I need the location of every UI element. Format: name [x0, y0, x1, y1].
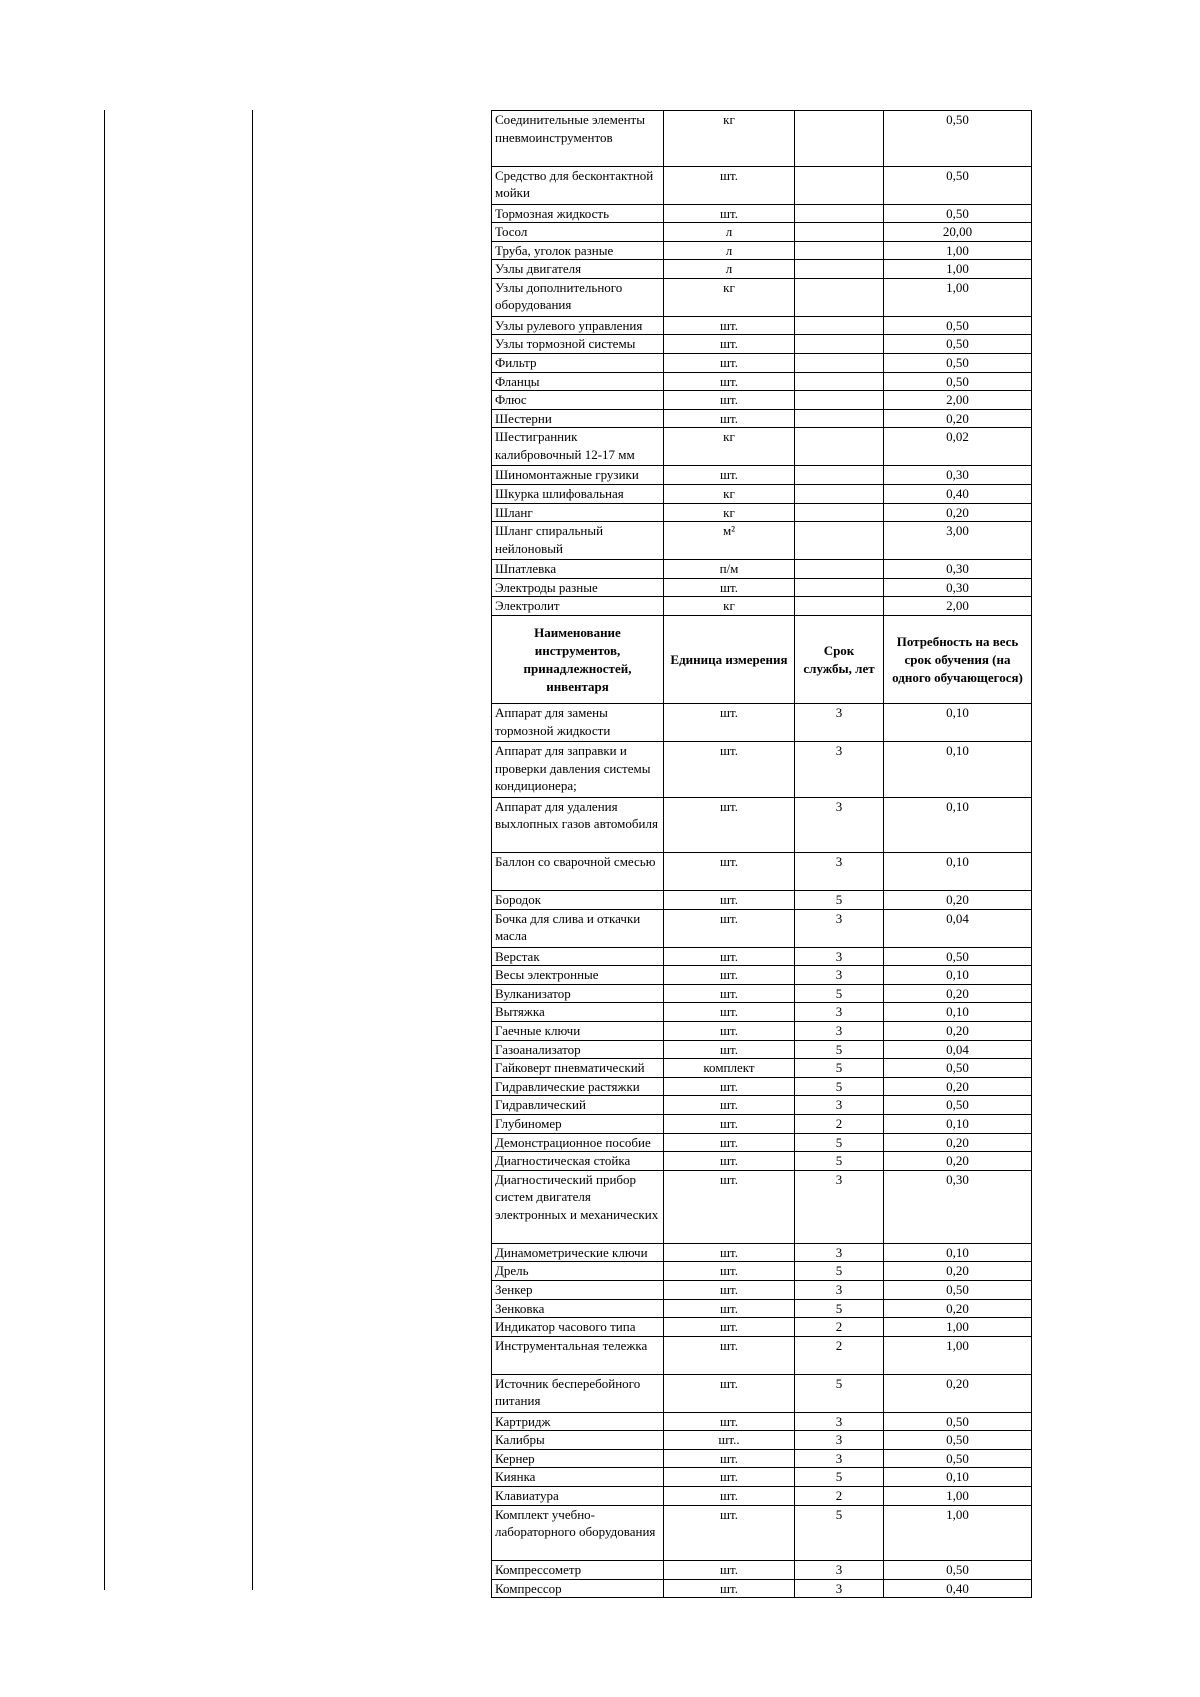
cell-name: Гидравлический — [492, 1096, 664, 1115]
table-row — [492, 1096, 1032, 1115]
cell-unit: шт. — [664, 354, 795, 373]
cell-unit: м² — [664, 522, 795, 560]
cell-need: 0,50 — [884, 111, 1032, 167]
table-row — [492, 316, 1032, 335]
cell-unit: шт. — [664, 1280, 795, 1299]
cell-need: 0,50 — [884, 166, 1032, 204]
table-row — [492, 1077, 1032, 1096]
cell-need: 0,50 — [884, 1431, 1032, 1450]
table-row — [492, 1114, 1032, 1133]
cell-name: Весы электронные — [492, 966, 664, 985]
table-row — [492, 1449, 1032, 1468]
cell-term: 2 — [795, 1487, 884, 1506]
cell-need: 1,00 — [884, 241, 1032, 260]
table-row — [492, 1152, 1032, 1171]
cell-unit: шт. — [664, 409, 795, 428]
cell-unit: шт. — [664, 204, 795, 223]
cell-term: 3 — [795, 1003, 884, 1022]
cell-need: 0,40 — [884, 485, 1032, 504]
cell-name: Гайковерт пневматический — [492, 1059, 664, 1078]
cell-unit: шт. — [664, 1412, 795, 1431]
cell-term: 5 — [795, 1374, 884, 1412]
cell-need: 0,10 — [884, 742, 1032, 798]
table-row — [492, 204, 1032, 223]
table-row — [492, 166, 1032, 204]
cell-term: 5 — [795, 1505, 884, 1561]
cell-need: 0,04 — [884, 1040, 1032, 1059]
cell-unit: кг — [664, 503, 795, 522]
cell-need: 0,10 — [884, 1243, 1032, 1262]
cell-need: 0,20 — [884, 1299, 1032, 1318]
cell-name: Дрель — [492, 1262, 664, 1281]
cell-name: Труба, уголок разные — [492, 241, 664, 260]
cell-need: 0,20 — [884, 1262, 1032, 1281]
cell-name: Диагностический прибор систем двигателя электронных и механических — [492, 1170, 664, 1243]
cell-name: Верстак — [492, 947, 664, 966]
cell-term: 5 — [795, 1133, 884, 1152]
cell-name: Глубиномер — [492, 1114, 664, 1133]
cell-term — [795, 241, 884, 260]
cell-name: Фильтр — [492, 354, 664, 373]
cell-unit: кг — [664, 278, 795, 316]
cell-unit: шт. — [664, 1505, 795, 1561]
cell-unit: шт. — [664, 372, 795, 391]
cell-need: 0,10 — [884, 1114, 1032, 1133]
table-row — [492, 354, 1032, 373]
cell-term: 3 — [795, 1579, 884, 1598]
cell-term: 5 — [795, 1152, 884, 1171]
header-need: Потребность на весь срок обучения (на одного обучающегося) — [884, 616, 1032, 704]
cell-name: Зенковка — [492, 1299, 664, 1318]
cell-need: 0,02 — [884, 428, 1032, 466]
cell-unit: шт. — [664, 1318, 795, 1337]
materials-section — [492, 111, 1032, 616]
cell-unit: шт. — [664, 947, 795, 966]
cell-term — [795, 354, 884, 373]
table-row — [492, 1133, 1032, 1152]
cell-need: 0,50 — [884, 1561, 1032, 1580]
table-row — [492, 485, 1032, 504]
tools-section — [492, 704, 1032, 1598]
cell-term: 3 — [795, 1431, 884, 1450]
cell-term: 5 — [795, 1040, 884, 1059]
table-row — [492, 704, 1032, 742]
cell-need: 2,00 — [884, 597, 1032, 616]
cell-need: 1,00 — [884, 278, 1032, 316]
table-row — [492, 428, 1032, 466]
cell-unit: шт. — [664, 578, 795, 597]
cell-name: Диагностическая стойка — [492, 1152, 664, 1171]
cell-unit: шт. — [664, 1243, 795, 1262]
cell-term — [795, 335, 884, 354]
cell-name: Гаечные ключи — [492, 1021, 664, 1040]
table-row — [492, 522, 1032, 560]
header-name: Наименование инструментов, принадлежностей, инвентаря — [492, 616, 664, 704]
cell-term — [795, 428, 884, 466]
table-row — [492, 241, 1032, 260]
tools-header-section — [492, 616, 1032, 704]
table-row — [492, 1021, 1032, 1040]
table-row — [492, 1468, 1032, 1487]
cell-name: Вулканизатор — [492, 984, 664, 1003]
cell-unit: шт. — [664, 1299, 795, 1318]
cell-name: Киянка — [492, 1468, 664, 1487]
cell-name: Аппарат для замены тормозной жидкости — [492, 704, 664, 742]
cell-name: Инструментальная тележка — [492, 1336, 664, 1374]
cell-name: Индикатор часового типа — [492, 1318, 664, 1337]
table-row — [492, 597, 1032, 616]
header-unit: Единица измерения — [664, 616, 795, 704]
cell-need: 1,00 — [884, 1318, 1032, 1337]
cell-unit: шт. — [664, 984, 795, 1003]
cell-need: 0,20 — [884, 1077, 1032, 1096]
cell-name: Кернер — [492, 1449, 664, 1468]
cell-name: Источник бесперебойного питания — [492, 1374, 664, 1412]
cell-term — [795, 391, 884, 410]
table-row — [492, 1262, 1032, 1281]
cell-unit: шт. — [664, 1077, 795, 1096]
cell-name: Электроды разные — [492, 578, 664, 597]
cell-term: 5 — [795, 1468, 884, 1487]
cell-term: 3 — [795, 1170, 884, 1243]
table-row — [492, 260, 1032, 279]
cell-term — [795, 316, 884, 335]
cell-need: 0,40 — [884, 1579, 1032, 1598]
table-row — [492, 1243, 1032, 1262]
cell-need: 1,00 — [884, 1487, 1032, 1506]
cell-need: 0,50 — [884, 1449, 1032, 1468]
cell-unit: шт. — [664, 1374, 795, 1412]
cell-unit: л — [664, 241, 795, 260]
cell-unit: шт. — [664, 1170, 795, 1243]
cell-name: Демонстрационное пособие — [492, 1133, 664, 1152]
cell-unit: шт. — [664, 853, 795, 891]
cell-need: 0,50 — [884, 316, 1032, 335]
cell-name: Тосол — [492, 223, 664, 242]
cell-term: 3 — [795, 1280, 884, 1299]
table-row — [492, 1318, 1032, 1337]
cell-unit: шт. — [664, 391, 795, 410]
cell-need: 0,20 — [884, 1152, 1032, 1171]
cell-term — [795, 466, 884, 485]
cell-unit: шт. — [664, 1040, 795, 1059]
cell-name: Флюс — [492, 391, 664, 410]
cell-need: 0,04 — [884, 909, 1032, 947]
table-row — [492, 947, 1032, 966]
cell-term — [795, 485, 884, 504]
cell-need: 1,00 — [884, 260, 1032, 279]
cell-unit: кг — [664, 597, 795, 616]
table-row — [492, 466, 1032, 485]
cell-term: 3 — [795, 1021, 884, 1040]
cell-name: Аппарат для удаления выхлопных газов автомобиля — [492, 797, 664, 853]
cell-name: Шланг — [492, 503, 664, 522]
table-row — [492, 966, 1032, 985]
cell-name: Калибры — [492, 1431, 664, 1450]
cell-term: 3 — [795, 853, 884, 891]
table-row — [492, 372, 1032, 391]
cell-name: Бородок — [492, 891, 664, 910]
cell-need: 0,10 — [884, 704, 1032, 742]
cell-term: 3 — [795, 797, 884, 853]
table-row — [492, 742, 1032, 798]
cell-unit: шт. — [664, 1449, 795, 1468]
table-row — [492, 1412, 1032, 1431]
cell-name: Динамометрические ключи — [492, 1243, 664, 1262]
cell-term — [795, 223, 884, 242]
inventory-table — [491, 110, 1032, 1598]
cell-name: Узлы двигателя — [492, 260, 664, 279]
cell-name: Фланцы — [492, 372, 664, 391]
cell-name: Средство для бесконтактной мойки — [492, 166, 664, 204]
header-term: Срок службы, лет — [795, 616, 884, 704]
cell-term — [795, 522, 884, 560]
cell-need: 0,30 — [884, 466, 1032, 485]
table-row — [492, 1299, 1032, 1318]
cell-term: 5 — [795, 1262, 884, 1281]
cell-unit: шт. — [664, 742, 795, 798]
cell-unit: шт. — [664, 335, 795, 354]
cell-unit: шт. — [664, 891, 795, 910]
cell-term: 2 — [795, 1336, 884, 1374]
cell-name: Гидравлические растяжки — [492, 1077, 664, 1096]
cell-unit: шт. — [664, 1133, 795, 1152]
table-row — [492, 1374, 1032, 1412]
cell-unit: шт. — [664, 1262, 795, 1281]
cell-name: Шиномонтажные грузики — [492, 466, 664, 485]
cell-need: 0,50 — [884, 947, 1032, 966]
cell-need: 0,10 — [884, 853, 1032, 891]
cell-unit: шт. — [664, 466, 795, 485]
cell-name: Картридж — [492, 1412, 664, 1431]
cell-term: 5 — [795, 891, 884, 910]
table-row — [492, 1170, 1032, 1243]
left-table-border — [104, 110, 105, 1590]
table-row — [492, 1431, 1032, 1450]
table-row — [492, 1040, 1032, 1059]
table-row — [492, 1579, 1032, 1598]
table-row — [492, 1336, 1032, 1374]
cell-unit: л — [664, 223, 795, 242]
cell-need: 0,30 — [884, 578, 1032, 597]
cell-need: 0,30 — [884, 560, 1032, 579]
cell-need: 0,20 — [884, 409, 1032, 428]
cell-need: 0,20 — [884, 1021, 1032, 1040]
table-row — [492, 1059, 1032, 1078]
cell-need: 0,50 — [884, 335, 1032, 354]
cell-unit: шт. — [664, 1096, 795, 1115]
cell-term — [795, 204, 884, 223]
cell-name: Соединительные элементы пневмоинструментов — [492, 111, 664, 167]
cell-name: Зенкер — [492, 1280, 664, 1299]
cell-unit: шт. — [664, 316, 795, 335]
cell-need: 3,00 — [884, 522, 1032, 560]
cell-unit: шт. — [664, 1579, 795, 1598]
cell-name: Газоанализатор — [492, 1040, 664, 1059]
table-row — [492, 409, 1032, 428]
cell-name: Тормозная жидкость — [492, 204, 664, 223]
cell-term: 3 — [795, 966, 884, 985]
cell-need: 0,50 — [884, 1280, 1032, 1299]
cell-name: Вытяжка — [492, 1003, 664, 1022]
cell-term — [795, 372, 884, 391]
cell-unit: комплект — [664, 1059, 795, 1078]
cell-need: 0,20 — [884, 1374, 1032, 1412]
cell-unit: шт. — [664, 909, 795, 947]
table-row — [492, 578, 1032, 597]
cell-need: 0,50 — [884, 1412, 1032, 1431]
cell-need: 0,30 — [884, 1170, 1032, 1243]
table-row — [492, 1487, 1032, 1506]
cell-name: Баллон со сварочной смесью — [492, 853, 664, 891]
cell-need: 0,50 — [884, 354, 1032, 373]
cell-term: 3 — [795, 1449, 884, 1468]
cell-term — [795, 409, 884, 428]
cell-need: 0,10 — [884, 966, 1032, 985]
cell-unit: л — [664, 260, 795, 279]
cell-term — [795, 111, 884, 167]
cell-need: 0,50 — [884, 1096, 1032, 1115]
cell-unit: кг — [664, 485, 795, 504]
cell-unit: шт. — [664, 1021, 795, 1040]
table-row — [492, 335, 1032, 354]
cell-term: 2 — [795, 1114, 884, 1133]
cell-name: Аппарат для заправки и проверки давления системы кондиционера; — [492, 742, 664, 798]
cell-need: 0,50 — [884, 372, 1032, 391]
cell-term: 5 — [795, 1299, 884, 1318]
cell-need: 1,00 — [884, 1505, 1032, 1561]
table-row — [492, 984, 1032, 1003]
cell-unit: кг — [664, 111, 795, 167]
table-row — [492, 1280, 1032, 1299]
cell-name: Шестерни — [492, 409, 664, 428]
cell-unit: шт. — [664, 797, 795, 853]
table-row — [492, 1505, 1032, 1561]
cell-term: 5 — [795, 1059, 884, 1078]
cell-need: 2,00 — [884, 391, 1032, 410]
cell-name: Компрессор — [492, 1579, 664, 1598]
cell-need: 20,00 — [884, 223, 1032, 242]
cell-name: Электролит — [492, 597, 664, 616]
cell-term: 3 — [795, 909, 884, 947]
cell-term — [795, 260, 884, 279]
table-row — [492, 891, 1032, 910]
table-row — [492, 909, 1032, 947]
cell-unit: шт. — [664, 966, 795, 985]
cell-term — [795, 166, 884, 204]
cell-term — [795, 597, 884, 616]
cell-term — [795, 560, 884, 579]
cell-term: 3 — [795, 742, 884, 798]
table-row — [492, 1561, 1032, 1580]
table-row — [492, 223, 1032, 242]
table-row — [492, 278, 1032, 316]
cell-term: 3 — [795, 947, 884, 966]
cell-name: Шпатлевка — [492, 560, 664, 579]
cell-unit: шт. — [664, 704, 795, 742]
cell-unit: шт. — [664, 1561, 795, 1580]
cell-name: Узлы тормозной системы — [492, 335, 664, 354]
table-row — [492, 853, 1032, 891]
cell-need: 0,20 — [884, 984, 1032, 1003]
cell-term — [795, 578, 884, 597]
cell-name: Узлы рулевого управления — [492, 316, 664, 335]
cell-unit: шт. — [664, 1487, 795, 1506]
cell-unit: шт. — [664, 1468, 795, 1487]
cell-name: Комплект учебно-лабораторного оборудования — [492, 1505, 664, 1561]
cell-unit: шт. — [664, 1114, 795, 1133]
cell-term: 3 — [795, 1096, 884, 1115]
table-header-row — [492, 616, 1032, 704]
left-column-divider — [252, 110, 253, 1590]
cell-need: 0,10 — [884, 1003, 1032, 1022]
cell-need: 0,50 — [884, 1059, 1032, 1078]
cell-name: Шланг спиральный нейлоновый — [492, 522, 664, 560]
cell-unit: кг — [664, 428, 795, 466]
cell-need: 0,10 — [884, 797, 1032, 853]
cell-unit: шт. — [664, 1336, 795, 1374]
table-row — [492, 503, 1032, 522]
cell-name: Компрессометр — [492, 1561, 664, 1580]
cell-name: Узлы дополнительного оборудования — [492, 278, 664, 316]
table-row — [492, 797, 1032, 853]
cell-need: 0,20 — [884, 891, 1032, 910]
cell-term: 3 — [795, 704, 884, 742]
table-row — [492, 1003, 1032, 1022]
cell-term: 5 — [795, 984, 884, 1003]
cell-need: 0,20 — [884, 503, 1032, 522]
cell-term — [795, 278, 884, 316]
table-row — [492, 111, 1032, 167]
cell-need: 0,50 — [884, 204, 1032, 223]
table-row — [492, 560, 1032, 579]
cell-term: 3 — [795, 1412, 884, 1431]
cell-term: 2 — [795, 1318, 884, 1337]
cell-unit: шт. — [664, 166, 795, 204]
cell-unit: шт. — [664, 1003, 795, 1022]
cell-unit: шт.. — [664, 1431, 795, 1450]
cell-term: 3 — [795, 1243, 884, 1262]
cell-need: 0,20 — [884, 1133, 1032, 1152]
cell-name: Шкурка шлифовальная — [492, 485, 664, 504]
cell-unit: шт. — [664, 1152, 795, 1171]
cell-term — [795, 503, 884, 522]
cell-unit: п/м — [664, 560, 795, 579]
cell-need: 1,00 — [884, 1336, 1032, 1374]
cell-name: Клавиатура — [492, 1487, 664, 1506]
cell-name: Бочка для слива и откачки масла — [492, 909, 664, 947]
cell-term: 3 — [795, 1561, 884, 1580]
table-row — [492, 391, 1032, 410]
cell-name: Шестигранник калибровочный 12-17 мм — [492, 428, 664, 466]
cell-need: 0,10 — [884, 1468, 1032, 1487]
cell-term: 5 — [795, 1077, 884, 1096]
